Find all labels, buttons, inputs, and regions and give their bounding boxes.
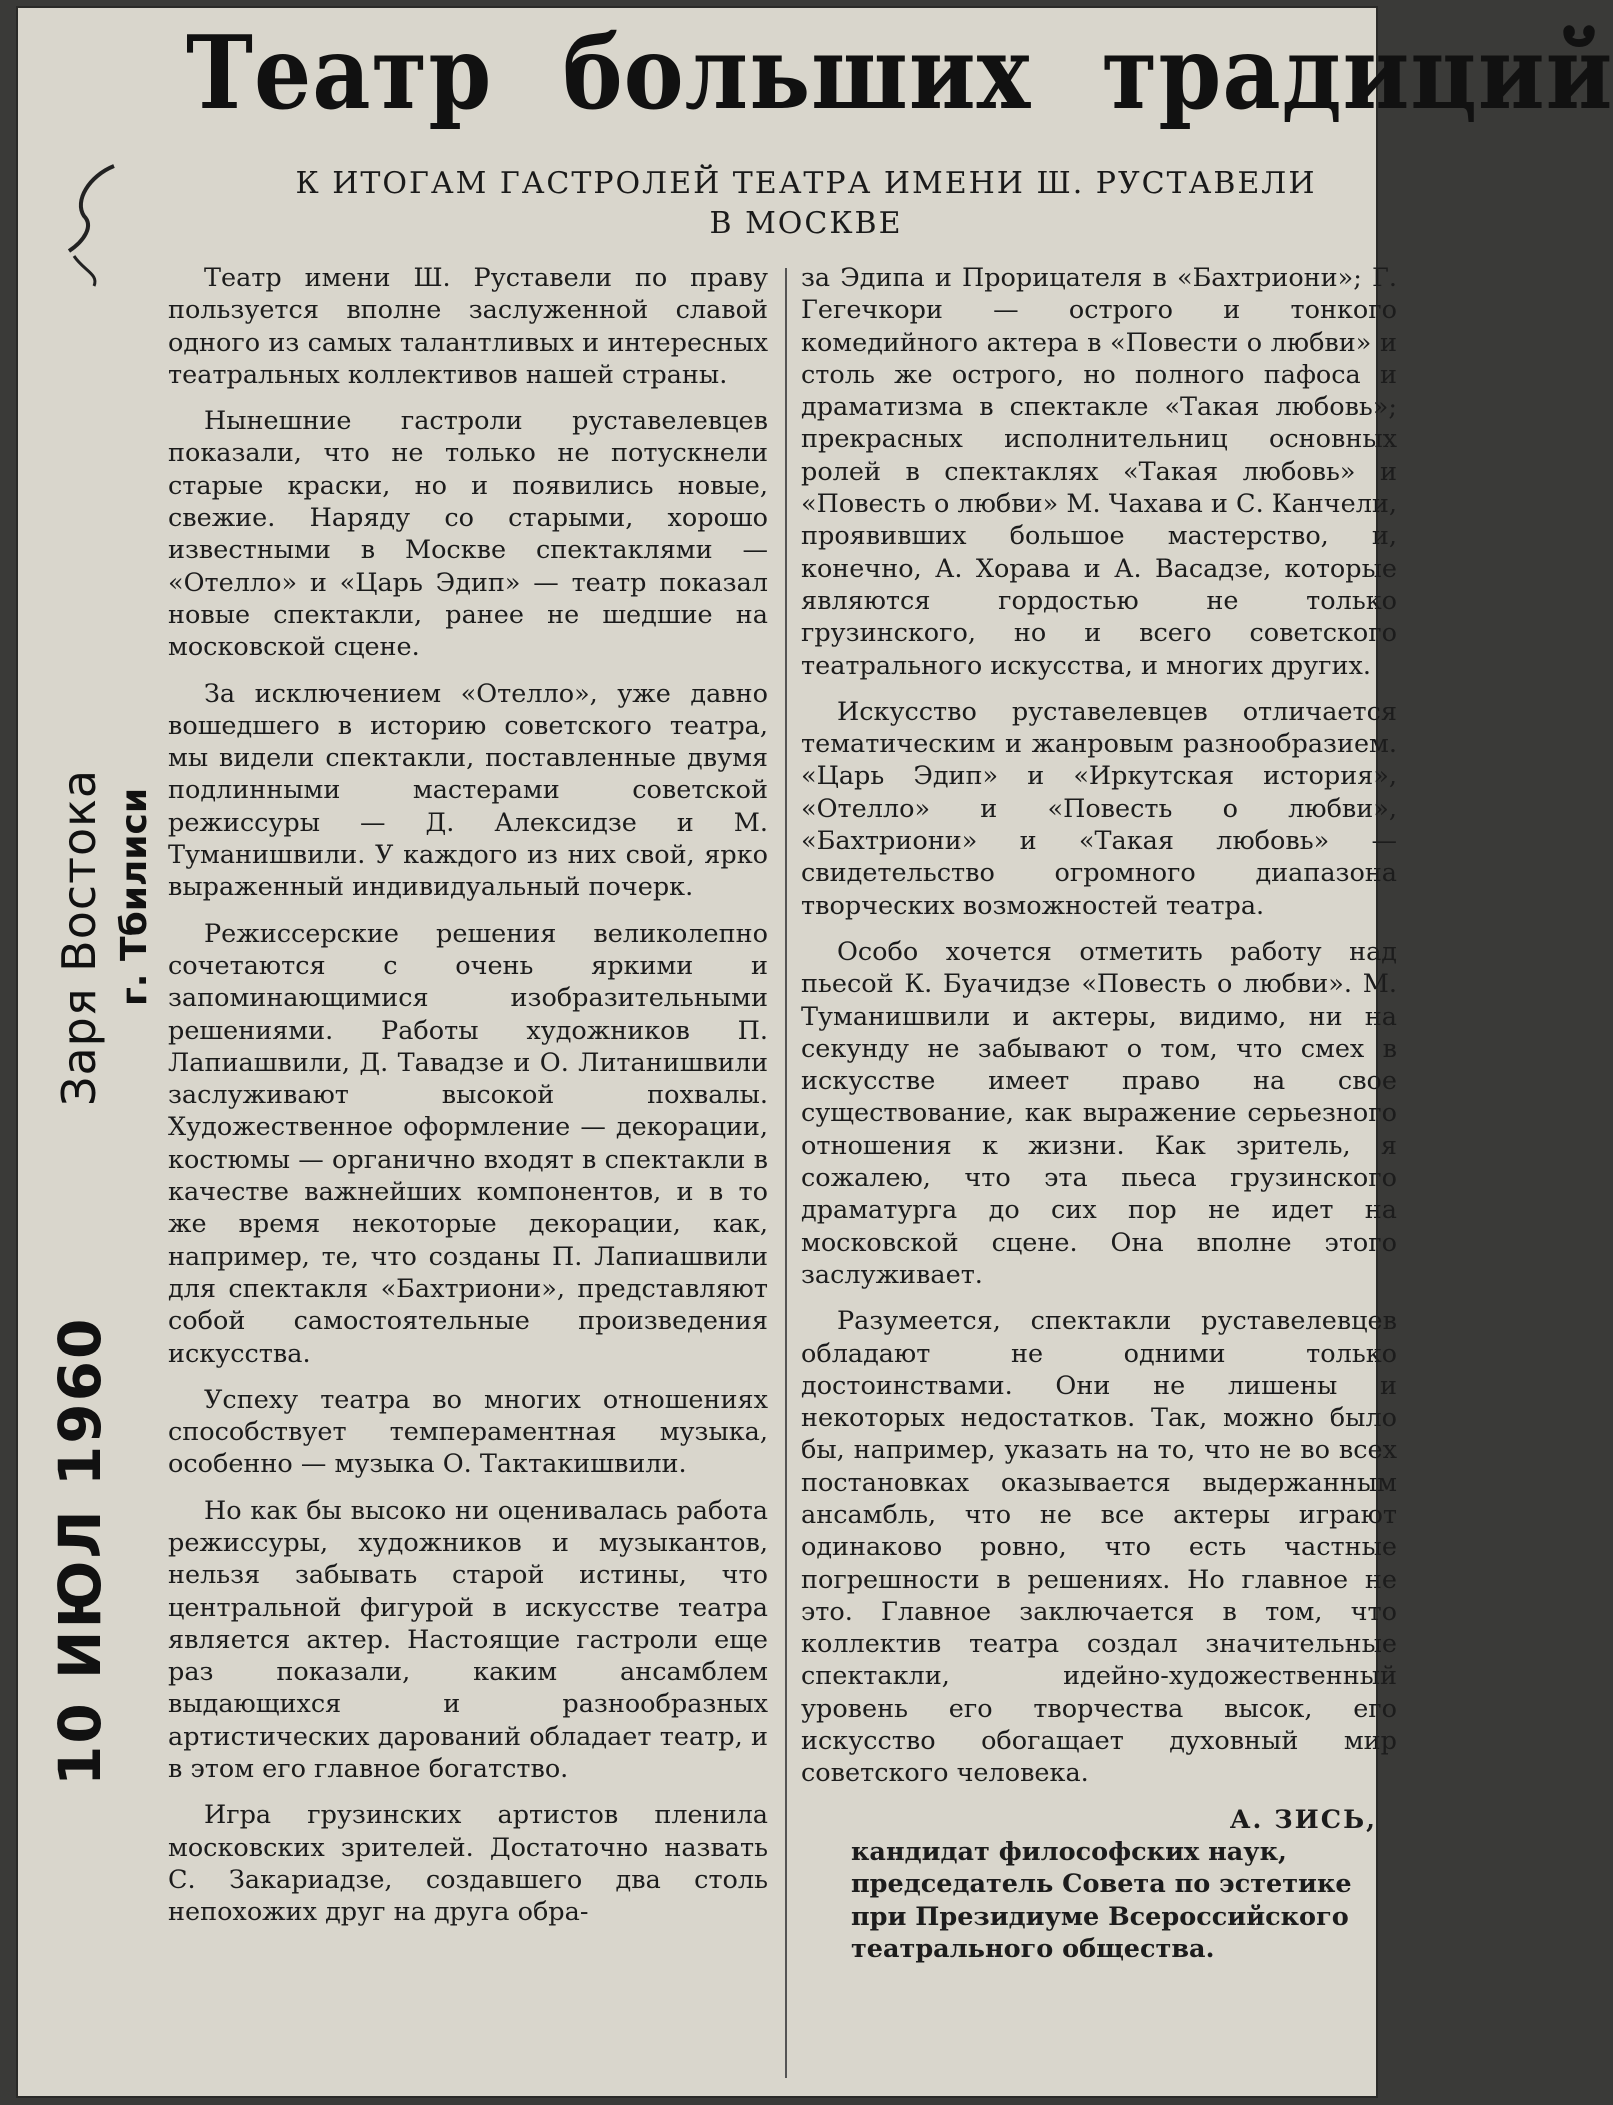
subheadline: [266, 164, 1346, 244]
paragraph: Театр имени Ш. Руставели по праву пользуется вполне заслуженной славой одного из самых талантливых и интересных театральных коллективов нашей страны.: [168, 263, 768, 390]
clipping-city-stamp: г. Тбилиси: [114, 787, 155, 1006]
column-divider: [785, 268, 787, 2078]
subhead-line-1: К ИТОГАМ ГАСТРОЛЕЙ ТЕАТРА ИМЕНИ Ш. РУСТАВЕЛИ: [295, 166, 1317, 201]
paragraph: Но как бы высоко ни оценивалась работа режиссуры, художников и музыкантов, нельзя забывать старой истины, что центральной фигурой в искусстве театра является актер. Настоящие гастроли еще раз показали, каким ансамблем выдающихся и разнообразных артистических дарований обладает театр, и в этом его главное богатство.: [168, 1495, 768, 1785]
author-title-2: председатель Совета по эстетике при Президиуме Всероссийского театрального общества.: [851, 1869, 1352, 1964]
author-title-1: кандидат философских наук,: [851, 1836, 1287, 1867]
author-name: А. ЗИСЬ,: [1229, 1804, 1377, 1835]
right-column: [801, 262, 1397, 1965]
paragraph: Искусство руставелевцев отличается тематическим и жанровым разнообразием. «Царь Эдип» и «Иркутская история», «Отелло» и «Повесть о любви», «Бахтриони» и «Такая любовь» — свидетельство огромного диапазона творческих возможностей театра.: [801, 696, 1397, 921]
clipping-source-stamp: Заря Востока: [52, 768, 106, 1106]
handwritten-mark: [54, 156, 144, 296]
paragraph: Успеху театра во многих отношениях способствует темпераментная музыка, особенно — музыка О. Тактакишвили.: [168, 1384, 768, 1480]
clipping-date-stamp: 10 ИЮЛ 1960: [46, 1316, 114, 1786]
subhead-line-2: В МОСКВЕ: [709, 206, 903, 241]
paragraph: Нынешние гастроли руставелевцев показали, что не только не потускнели старые краски, но и появились новые, свежие. Наряду со старыми, хорошо известными в Москве спектаклями — «Отелло» и «Царь Эдип» — театр показал новые спектакли, ранее не шедшие на московской сцене.: [168, 406, 768, 663]
paragraph: Особо хочется отметить работу над пьесой К. Буачидзе «Повесть о любви». М. Туманишвили и актеры, видимо, ни на секунду не забывают о том, что смех в искусстве имеет право на свое существование, как выражение серьезного отношения к жизни. Как зритель, я сожалею, что эта пьеса грузинского драматурга до сих пор не идет на московской сцене. Она вполне этого заслуживает.: [801, 936, 1397, 1290]
headline: Театр больших традиций: [186, 14, 1613, 133]
author-signature: [801, 1804, 1397, 1965]
paragraph: за Эдипа и Прорицателя в «Бахтриони»; Г. Гегечкори — острого и тонкого комедийного актера в «Повести о любви» и столь же острого, но полного пафоса и драматизма в спектакле «Такая любовь»; прекрасных исполнительниц основных ролей в спектаклях «Такая любовь» и «Повесть о любви» М. Чахава и С. Канчели, проявивших большое мастерство, и, конечно, А. Хорава и А. Васадзе, которые являются гордостью не только грузинского, но и всего советского театрального искусства, и многих других.: [801, 263, 1397, 681]
paragraph: Разумеется, спектакли руставелевцев обладают не одними только достоинствами. Они не лишены и некоторых недостатков. Так, можно было бы, например, указать на то, что не во всех постановках оказывается выдержанным ансамбль, что не все актеры играют одинаково ровно, что есть частные погрешности в решениях. Но главное не это. Главное заключается в том, что коллектив театра создал значительные спектакли, идейно-художественный уровень его творчества высок, его искусство обогащает духовный мир советского человека.: [801, 1306, 1397, 1789]
paragraph: За исключением «Отелло», уже давно вошедшего в историю советского театра, мы видели спектакли, поставленные двумя подлинными мастерами советской режиссуры — Д. Алексидзе и М. Туманишвили. У каждого из них свой, ярко выраженный индивидуальный почерк.: [168, 678, 768, 903]
newspaper-clipping: [16, 6, 1613, 2098]
left-column: [168, 262, 768, 1943]
paragraph: Игра грузинских артистов пленила московских зрителей. Достаточно назвать С. Закариадзе, создавшего два столь непохожих друг на друга обра-: [168, 1800, 768, 1928]
paragraph: Режиссерские решения великолепно сочетаются с очень яркими и запоминающимися изобразительными решениями. Работы художников П. Лапиашвили, Д. Тавадзе и О. Литанишвили заслуживают высокой похвалы. Художественное оформление — декорации, костюмы — органично входят в спектакли в качестве важнейших компонентов, и в то же время некоторые декорации, как, например, те, что созданы П. Лапиашвили для спектакля «Бахтриони», представляют собой самостоятельные произведения искусства.: [168, 918, 768, 1369]
